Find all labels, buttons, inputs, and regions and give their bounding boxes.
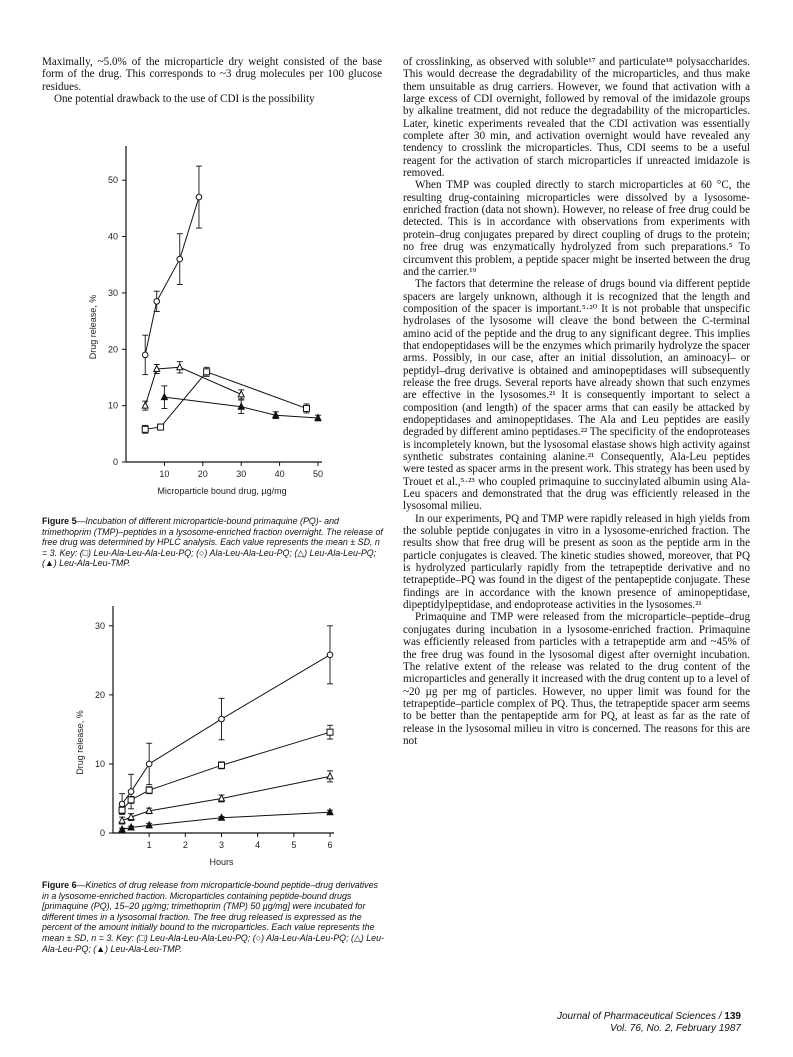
data-point-circle — [327, 652, 333, 658]
figure-5-chart — [0, 118, 390, 518]
y-tick-label: 0 — [99, 828, 105, 838]
data-point-circle — [142, 352, 148, 358]
data-point-circle — [154, 299, 160, 305]
x-tick-label: 5 — [291, 840, 297, 850]
data-point-circle — [196, 194, 202, 200]
data-point-square — [146, 787, 152, 793]
data-point-filled-triangle — [161, 394, 167, 400]
data-point-square — [303, 405, 309, 411]
series-line — [122, 812, 330, 829]
data-point-triangle — [177, 364, 183, 370]
data-point-square — [219, 762, 225, 768]
paragraph: In our experiments, PQ and TMP were rapidly released in high yields from the soluble peptide conjugates in vitro in a lysosome-enriched fraction. The results show that free drug will be present as soon as the peptide arm in the particle conjugates is cleaved. The kinetic studies showed, moreover, that PQ is hydrolyzed particularly rapidly from the tetrapeptide derivative and no tetrapeptide–PQ was found in the digest of the pentapeptide conjugate. These findings are in accordance with the known presence of aminopeptidase, dipeptidylpeptidase, and endoprotease activities in the lysosomes.²¹ — [403, 512, 750, 612]
x-tick-label: 1 — [146, 840, 152, 850]
y-tick-label: 0 — [112, 457, 118, 467]
x-tick-label: 40 — [274, 469, 285, 479]
data-point-triangle — [327, 773, 333, 779]
paragraph: Maximally, ~5.0% of the microparticle dry weight consisted of the base form of the drug. This corresponds to ~3 drug molecules per 100 glucose residues. — [42, 56, 382, 93]
y-tick-label: 10 — [94, 758, 105, 769]
data-point-filled-triangle — [327, 809, 333, 815]
data-point-circle — [128, 789, 134, 795]
figure-5-label: Figure 5 — [42, 516, 77, 526]
series-line — [122, 655, 330, 804]
x-tick-label: 6 — [327, 840, 333, 850]
x-axis-label: Microparticle bound drug, µg/mg — [157, 486, 287, 496]
volume-info: Vol. 76, No. 2, February 1987 — [610, 1023, 741, 1034]
paragraph: The factors that determine the release of drugs bound via different peptide spacers are largely unknown, although it is recognized that the length and composition of the spacer is important.⁵·²⁰ It is not probable that unspecific hydrolases of the lysosome will cleave the bond between the C-terminal amino acid of the peptide and the drug to any significant degree. This implies that endopeptidases will be the enzymes which primarily hydrolyze the spacer arms. Possibly, in our case, after an initial dissolution, an aminoacyl– or peptidyl–drug derivative is obtained and aminopeptidases will subsequently release the free drugs. Several reports have already shown that such enzymes are effective in the lysosomes.²¹ It is consequently important to select a composition (and length) of the spacer arms that can easily be attacked by endopeptidases and aminopeptidases. The Ala and Leu peptides are easily degraded by different amino peptidases.²² The specificity of the endoproteases is incompletely known, but the lysosomal elastase shows high activity against synthetic substrates containing alanine.²¹ Consequently, Ala-Leu peptides were tested as spacer arms in the present work. This strategy has been used by Trouet et al.,⁵·²³ who coupled primaquine to succinylated albumin using Ala-Leu spacers and demonstrated that the drug was efficiently released in the lysosomal milieu. — [403, 278, 750, 513]
paragraph: When TMP was coupled directly to starch microparticles at 60 °C, the resulting drug-containing microparticles were dissolved by a lysosome-enriched fraction (data not shown). However, no release of free drug could be detected. This is in accordance with observations from experiments with protein–drug conjugates prepared by direct coupling of drugs to the protein; no free drug was enzymatically hydrolyzed from such preparations.⁵ To circumvent this problem, a peptide spacer might be inserted between the drug and the carrier.¹⁹ — [403, 179, 750, 278]
y-tick-label: 40 — [107, 231, 118, 242]
y-tick-label: 30 — [107, 287, 118, 298]
journal-name: Journal of Pharmaceutical Sciences / — [557, 1011, 725, 1022]
series-line — [122, 732, 330, 810]
x-axis-label: Hours — [209, 857, 234, 867]
figure-6-chart — [0, 600, 390, 880]
data-point-square — [327, 729, 333, 735]
data-point-circle — [119, 801, 125, 807]
figure-5-caption — [42, 516, 387, 569]
data-point-circle — [146, 761, 152, 767]
x-tick-label: 4 — [255, 840, 261, 850]
right-column — [403, 56, 750, 747]
figure-6-label: Figure 6 — [42, 880, 77, 890]
x-tick-label: 3 — [218, 840, 225, 850]
data-point-square — [204, 369, 210, 375]
x-tick-label: 2 — [182, 840, 188, 850]
page-footer — [557, 1011, 741, 1035]
figure-5-caption-text: —Incubation of different microparticle-bound primaquine (PQ)- and trimethoprim (TMP)–peptides in a lysosome-enriched fraction overnight. The release of free drug was determined by HPLC analysis. Each value represents the mean ± SD, n = 3. Key: (□) Leu-Ala-Leu-Ala-Leu-PQ; (○) Ala-Leu-Ala-Leu-PQ; (△) Leu-Ala-Leu-PQ; (▲) Leu-Ala-Leu-TMP. — [42, 516, 383, 569]
series-line — [145, 367, 241, 405]
x-tick-label: 50 — [312, 469, 324, 479]
x-tick-label: 20 — [197, 469, 208, 479]
data-point-square — [119, 807, 125, 813]
y-tick-label: 20 — [94, 689, 105, 700]
x-tick-label: 30 — [236, 469, 247, 479]
figure-5-svg — [0, 118, 390, 513]
page-number: 139 — [724, 1011, 741, 1022]
y-tick-label: 10 — [107, 400, 118, 411]
y-tick-label: 20 — [107, 344, 118, 355]
paragraph: One potential drawback to the use of CDI is the possibility — [54, 93, 315, 106]
y-tick-label: 50 — [107, 175, 118, 186]
y-tick-label: 30 — [94, 620, 105, 631]
paragraph: of crosslinking, as observed with soluble¹⁷ and particulate¹⁸ polysaccharides. This would decrease the degradability of the microparticles, and thus make them unsuitable as drug carriers. However, we found that activation with a large excess of CDI overnight, followed by removal of the imidazole groups by alkaline treatment, did not reduce the degradability of the microparticles. Later, kinetic experiments revealed that the CDI activation was essentially complete after 30 min, and activation overnight would have revealed any tendency to crosslink the microparticles. Thus, CDI seems to be a useful reagent for the activation of starch microparticles if unreacted imidazole is removed. — [403, 56, 750, 180]
y-axis-label: Drug release, % — [88, 294, 98, 360]
data-point-triangle — [142, 402, 148, 408]
paragraph: Primaquine and TMP were released from the microparticle–peptide–drug conjugates during incubation in a lysosome-enriched fraction. Primaquine was efficiently released from particles with a tetrapeptide arm and ~45% of the free drug was found in the lysosomal digest after overnight incubation. The relative extent of the release was related to the drug content of the microparticles and generally it increased with the drug content up to a level of ~20 µg per mg of particles. However, no upper limit was found for the tetrapeptide–particle complex of PQ. Thus, the tetrapeptide spacer arm seems to be better than the pentapeptide arm for PQ, at least as far as the rate of release in the lysosomal milieu in vitro is concerned. The reasons for this are not — [403, 611, 750, 747]
x-tick-label: 10 — [159, 469, 170, 479]
series-line — [145, 372, 306, 429]
data-point-square — [128, 797, 134, 803]
data-point-square — [142, 426, 148, 432]
data-point-circle — [219, 716, 225, 722]
data-point-square — [158, 424, 164, 430]
left-column-top — [42, 56, 382, 105]
series-line — [145, 197, 199, 355]
y-axis-label: Drug release, % — [75, 710, 85, 775]
figure-6-svg — [0, 600, 390, 875]
figure-6-caption — [42, 880, 387, 954]
figure-6-caption-text: —Kinetics of drug release from microparticle-bound peptide–drug derivatives in a lysosome-enriched fraction. Microparticles containing peptide-bound drugs [primaquine (PQ), 15–20 µg/mg; trimethoprim (TMP) 50 µg/mg] were incubated for different times in a lysosomal fraction. The free drug released is expressed as the percent of the amount initially bound to the microparticles. Each value represents the mean ± SD, n = 3. Key: (□) Leu-Ala-Leu-Ala-Leu-PQ; (○) Ala-Leu-Ala-Leu-PQ; (△) Leu-Ala-Leu-PQ; (▲) Leu-Ala-Leu-TMP. — [42, 880, 384, 954]
data-point-circle — [177, 256, 183, 262]
